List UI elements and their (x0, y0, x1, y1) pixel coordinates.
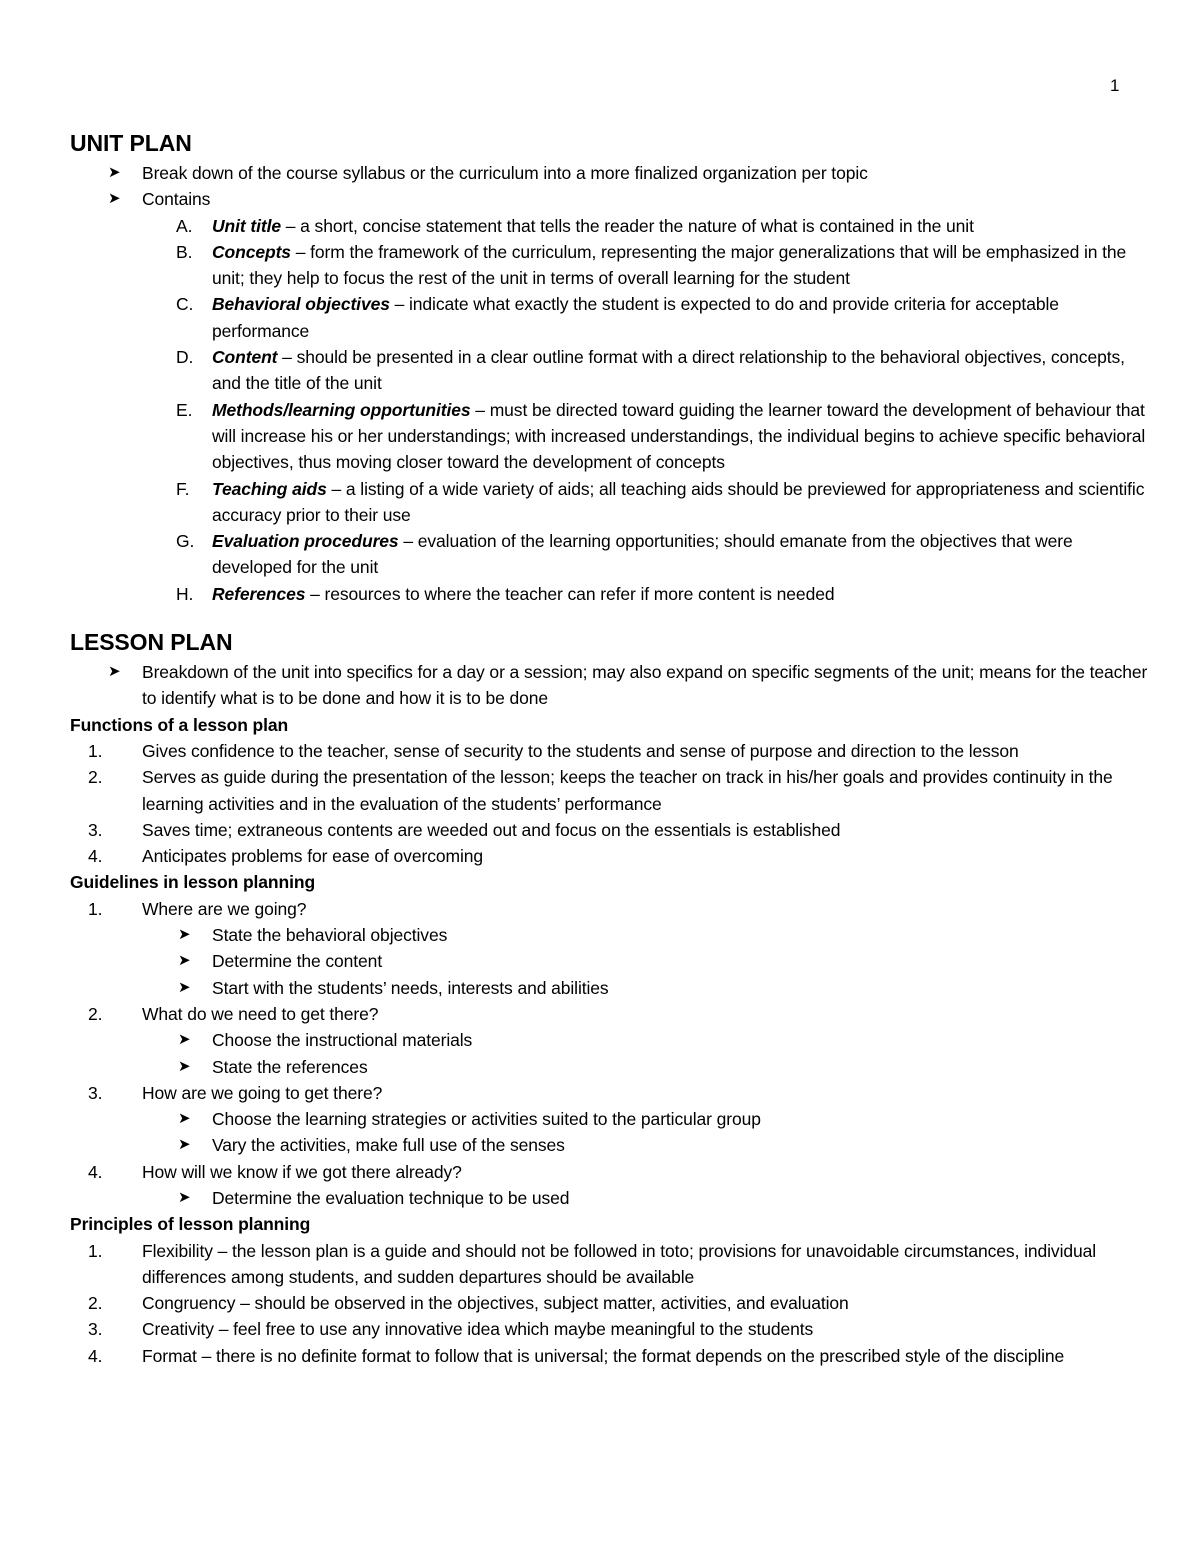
document-body (70, 126, 1150, 1369)
lesson-plan-title: LESSON PLAN (70, 629, 233, 656)
guideline-item: 1. Where are we going? (88, 898, 307, 919)
principle-item: 3. Creativity – feel free to use any innovative idea which maybe meaningful to the students (88, 1319, 814, 1340)
arrow-bullet-icon: ➤ (108, 190, 121, 208)
arrow-bullet-icon: ➤ (178, 1057, 191, 1075)
function-item: 1. Gives confidence to the teacher, sense of security to the students and sense of purpose and direction to the lesson (88, 740, 1019, 761)
list-item: ➤ Contains (70, 186, 1150, 212)
arrow-bullet-icon: ➤ (108, 663, 121, 681)
unit-component-item: B. Concepts – form the framework of the curriculum, representing the major generalizations that will be emphasized in the unit; they help to focus the rest of the unit in terms of overall learning for the student (176, 241, 1127, 289)
arrow-bullet-icon: ➤ (108, 164, 121, 181)
guideline-sub-item: ➤ State the behavioral objectives (70, 922, 1150, 948)
function-item: 2. Serves as guide during the presentation of the lesson; keeps the teacher on track in his/her goals and provides continuity in the learning activities and in the evaluation of the students’ performance (88, 767, 1113, 814)
principles-heading: Principles of lesson planning (70, 1214, 311, 1235)
guideline-sub-item: ➤ Determine the content (70, 948, 1150, 974)
guideline-item: 3. How are we going to get there? (88, 1082, 383, 1103)
function-item: 4. Anticipates problems for ease of overcoming (88, 846, 484, 867)
guideline-sub-item: ➤ Choose the instructional materials (70, 1027, 1150, 1053)
guideline-item: 2. What do we need to get there? (88, 1003, 379, 1024)
arrow-bullet-icon: ➤ (178, 1188, 191, 1206)
arrow-bullet-icon: ➤ (178, 926, 191, 944)
arrow-bullet-icon: ➤ (178, 1031, 191, 1049)
principle-item: 2. Congruency – should be observed in the objectives, subject matter, activities, and evaluation (88, 1293, 849, 1314)
functions-heading: Functions of a lesson plan (70, 714, 289, 735)
unit-component-item: H. References – resources to where the teacher can refer if more content is needed (176, 583, 835, 604)
guideline-sub-item: ➤ State the references (70, 1054, 1150, 1080)
function-item: 3. Saves time; extraneous contents are weeded out and focus on the essentials is established (88, 819, 841, 840)
guideline-sub-item: ➤ Determine the evaluation technique to be used (70, 1185, 1150, 1211)
arrow-bullet-icon: ➤ (178, 978, 191, 996)
arrow-bullet-icon: ➤ (178, 1110, 191, 1128)
list-item: ➤ Breakdown of the unit into specifics for a day or a session; may also expand on specific segments of the unit; means for the teacher to identify what is to be done and how it is to be done (70, 659, 1150, 712)
unit-component-item: D. Content – should be presented in a clear outline format with a direct relationship to the behavioral objectives, concepts, and the title of the unit (176, 347, 1125, 394)
guidelines-heading: Guidelines in lesson planning (70, 872, 316, 893)
guideline-sub-item: ➤ Vary the activities, make full use of the senses (70, 1132, 1150, 1158)
arrow-bullet-icon: ➤ (178, 952, 191, 970)
page-number: 1 (1110, 76, 1120, 95)
principle-item: 1. Flexibility – the lesson plan is a guide and should not be followed in toto; provisions for unavoidable circumstances, individual differences among students, and sudden departures should be available (88, 1240, 1097, 1287)
unit-component-item: G. Evaluation procedures – evaluation of the learning opportunities; should emanate from the objectives that were developed for the unit (176, 531, 1073, 578)
guideline-sub-item: ➤ Choose the learning strategies or activities suited to the particular group (70, 1106, 1150, 1132)
unit-plan-title: UNIT PLAN (70, 130, 192, 156)
principle-item: 4. Format – there is no definite format to follow that is universal; the format depends on the prescribed style of the discipline (88, 1345, 1065, 1366)
guideline-sub-item: ➤ Start with the students’ needs, interests and abilities (70, 975, 1150, 1001)
unit-component-item: F. Teaching aids – a listing of a wide variety of aids; all teaching aids should be previewed for appropriateness and scientific accuracy prior to their use (176, 478, 1145, 525)
unit-component-item: C. Behavioral objectives – indicate what exactly the student is expected to do and provide criteria for acceptable performance (176, 294, 1059, 341)
list-item: ➤ Break down of the course syllabus or the curriculum into a more finalized organization per topic (70, 160, 1150, 186)
arrow-bullet-icon: ➤ (178, 1136, 191, 1154)
guideline-item: 4. How will we know if we got there already? (88, 1161, 462, 1182)
unit-component-item: A. Unit title – a short, concise statement that tells the reader the nature of what is contained in the unit (176, 215, 974, 236)
unit-component-item: E. Methods/learning opportunities – must be directed toward guiding the learner toward the development of behaviour that will increase his or her understandings; with increased understandings, the individual begins to achieve specific behavioral objectives, thus moving closer toward the development of concepts (176, 399, 1146, 473)
